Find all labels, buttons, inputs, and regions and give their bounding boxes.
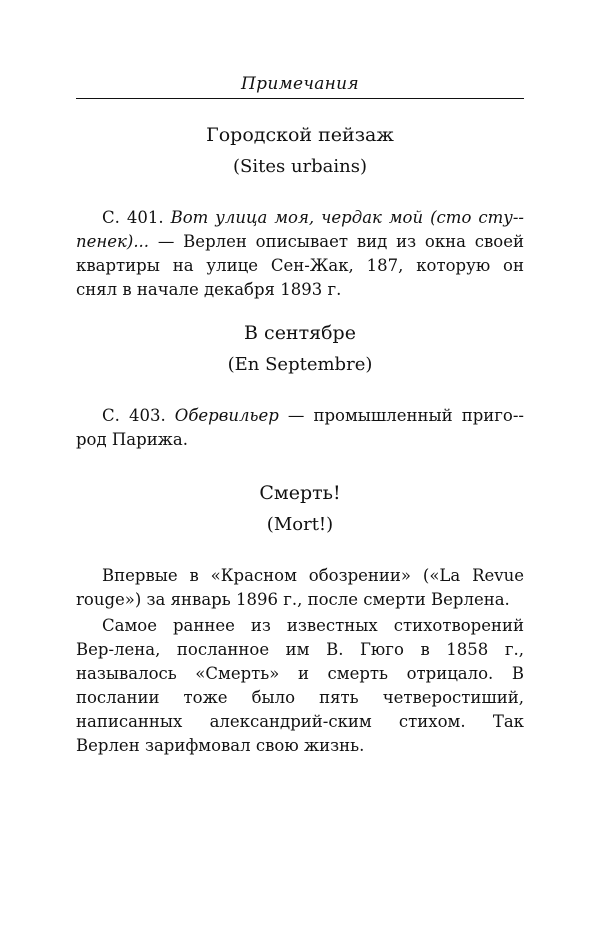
note-paragraph: Впервые в «Красном обозрении» («La Revue rouge») за январь 1896 г., после смерти Верлена. — [76, 566, 524, 609]
quoted-line: Обервильер — [174, 406, 279, 425]
note-section-mort — [76, 480, 524, 758]
header-rule — [76, 98, 524, 99]
note-paragraph — [76, 206, 524, 302]
section-title: Городской пейзаж — [206, 124, 394, 146]
section-subtitle: (En Septembre) — [227, 354, 373, 375]
page-reference: С. 403. — [102, 406, 166, 425]
running-head: Примечания — [241, 74, 359, 94]
note-text: — Верлен описывает вид из окна своей квартиры на улице Сен-Жак, 187, которую он снял в начале декабря 1893 г. — [76, 232, 524, 299]
page-reference: С. 401. — [102, 208, 164, 227]
note-paragraph: Самое раннее из известных стихотворений Вер-лена, посланное им В. Гюго в 1858 г., называлось «Смерть» и смерть отрицало. В послании тоже было пять четверостиший, написанных александрий-ским стихом. Так Верлен зарифмовал свою жизнь. — [76, 616, 524, 755]
quoted-line: Вот улица моя, чердак мой (сто сту-пенек)... — [76, 208, 524, 251]
section-body — [76, 404, 524, 452]
note-paragraph — [76, 404, 524, 452]
section-subtitle: (Mort!) — [266, 514, 334, 535]
note-text: — промышленный приго-род Парижа. — [76, 406, 524, 449]
section-title: Смерть! — [259, 482, 341, 504]
section-body — [76, 564, 524, 758]
section-subtitle: (Sites urbains) — [232, 156, 367, 177]
section-title: В сентябре — [244, 322, 356, 344]
section-body — [76, 206, 524, 302]
note-section-en-septembre — [76, 320, 524, 452]
note-section-sites-urbains — [76, 122, 524, 302]
